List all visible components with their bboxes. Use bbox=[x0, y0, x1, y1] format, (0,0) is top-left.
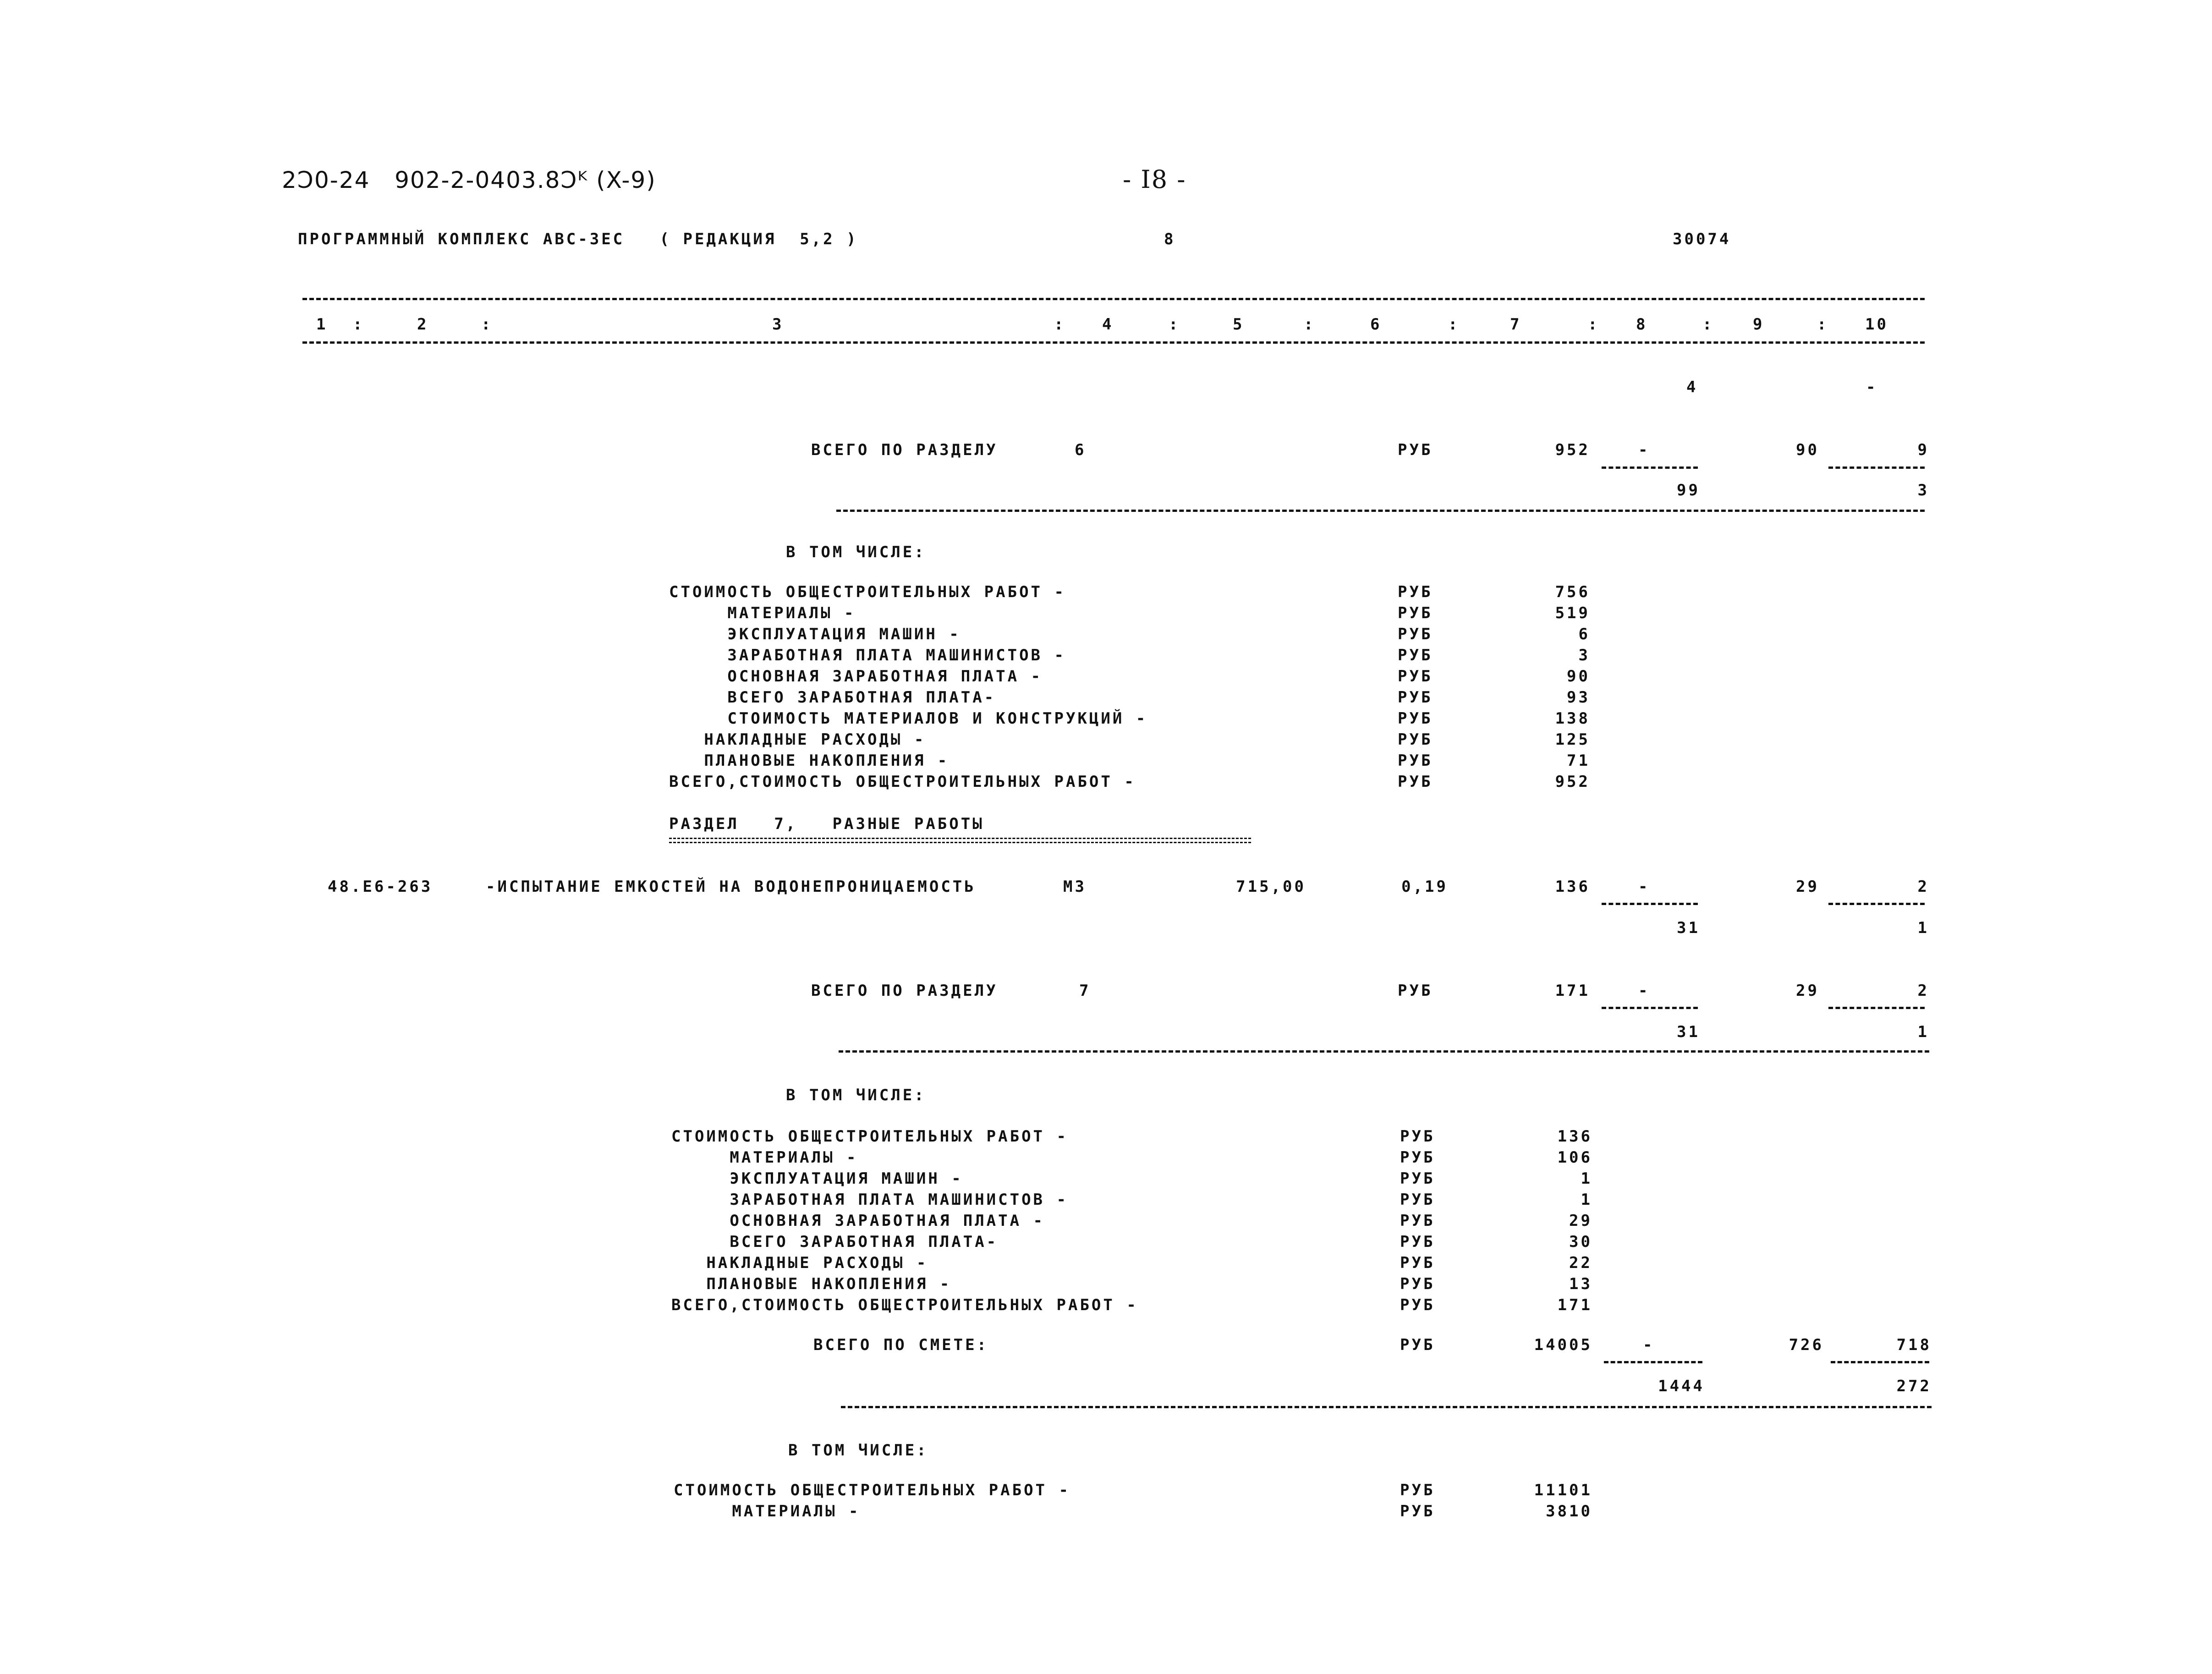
breakdown-value: 11101 bbox=[1534, 1481, 1592, 1499]
col10-sub-value: 1 bbox=[1917, 1023, 1929, 1041]
column-separator: : bbox=[481, 315, 493, 334]
breakdown-label: СТОИМОСТЬ МАТЕРИАЛОВ И КОНСТРУКЦИЙ - bbox=[669, 709, 1148, 728]
col8-value: - bbox=[1638, 878, 1650, 896]
breakdown-unit: РУБ bbox=[1398, 709, 1433, 728]
breakdown-label: ЭКСПЛУАТАЦИЯ МАШИН - bbox=[669, 625, 961, 643]
breakdown-unit: РУБ bbox=[1400, 1212, 1435, 1230]
subtotal-rule bbox=[1831, 1361, 1929, 1363]
column-separator: : bbox=[1702, 315, 1714, 334]
breakdown-value: 952 bbox=[1555, 773, 1590, 791]
breakdown-unit: РУБ bbox=[1400, 1127, 1435, 1146]
column-header-4: 4 bbox=[1102, 315, 1114, 334]
col9-value: 90 bbox=[1796, 441, 1819, 459]
continuation-col8: 4 bbox=[1686, 378, 1698, 396]
column-separator: : bbox=[1169, 315, 1180, 334]
col8-value: - bbox=[1638, 441, 1650, 459]
continuation-col10: - bbox=[1866, 378, 1878, 396]
breakdown-value: 138 bbox=[1555, 709, 1590, 728]
item-name: -ИСПЫТАНИЕ ЕМКОСТЕЙ НА ВОДОНЕПРОНИЦАЕМОСТЬ bbox=[486, 878, 976, 896]
unit: РУБ bbox=[1398, 441, 1433, 459]
subtotal-rule bbox=[1602, 903, 1698, 905]
subtotal-rule bbox=[1604, 1361, 1702, 1363]
breakdown-unit: РУБ bbox=[1400, 1481, 1435, 1499]
table-top-rule bbox=[302, 298, 1925, 300]
section-title: РАЗДЕЛ 7, РАЗНЫЕ РАБОТЫ bbox=[669, 815, 984, 833]
breakdown-unit: РУБ bbox=[1400, 1254, 1435, 1272]
col9-value: 726 bbox=[1789, 1336, 1824, 1354]
subtotal-rule bbox=[1828, 1007, 1925, 1009]
section-rule bbox=[836, 510, 1925, 512]
breakdown-unit: РУБ bbox=[1398, 625, 1433, 643]
cost-total: 136 bbox=[1555, 878, 1590, 896]
table-header-rule bbox=[302, 341, 1925, 344]
col9-value: 29 bbox=[1796, 982, 1819, 1000]
breakdown-unit: РУБ bbox=[1400, 1233, 1435, 1251]
col8-sub-value: 99 bbox=[1677, 481, 1700, 499]
col8-sub-value: 31 bbox=[1677, 919, 1700, 937]
cost-total: 14005 bbox=[1534, 1336, 1592, 1354]
breakdown-value: 93 bbox=[1567, 688, 1590, 707]
section-title-underline bbox=[669, 838, 1251, 843]
column-separator: : bbox=[353, 315, 365, 334]
breakdown-unit: РУБ bbox=[1398, 667, 1433, 686]
breakdown-value: 22 bbox=[1569, 1254, 1592, 1272]
document-code: 2Ͻ0-24 902-2-0403.8Ͻᴷ (X-9) bbox=[282, 167, 656, 193]
column-header-10: 10 bbox=[1865, 315, 1888, 334]
breakdown-value: 106 bbox=[1557, 1148, 1592, 1167]
breakdown-label: НАКЛАДНЫЕ РАСХОДЫ - bbox=[671, 1254, 928, 1272]
breakdown-label: СТОИМОСТЬ ОБЩЕСТРОИТЕЛЬНЫХ РАБОТ - bbox=[674, 1481, 1070, 1499]
program-title: ПРОГРАММНЫЙ КОМПЛЕКС АВС-ЗЕС ( РЕДАКЦИЯ 5,2 ) bbox=[298, 230, 858, 248]
breakdown-label: НАКЛАДНЫЕ РАСХОДЫ - bbox=[669, 730, 926, 749]
breakdown-label: ОСНОВНАЯ ЗАРАБОТНАЯ ПЛАТА - bbox=[669, 667, 1043, 686]
section-total-label: ВСЕГО ПО РАЗДЕЛУ bbox=[811, 441, 998, 459]
page-number: - I8 - bbox=[1123, 165, 1186, 194]
breakdown-label: МАТЕРИАЛЫ - bbox=[669, 604, 856, 622]
breakdown-value: 171 bbox=[1557, 1296, 1592, 1314]
col10-value: 9 bbox=[1917, 441, 1929, 459]
breakdown-label: ВСЕГО,СТОИМОСТЬ ОБЩЕСТРОИТЕЛЬНЫХ РАБОТ - bbox=[669, 773, 1136, 791]
col10-sub-value: 3 bbox=[1917, 481, 1929, 499]
subtotal-rule bbox=[1602, 467, 1698, 469]
breakdown-value: 3 bbox=[1578, 646, 1590, 664]
estimate-total-label: ВСЕГО ПО СМЕТЕ: bbox=[813, 1336, 989, 1354]
breakdown-value: 1 bbox=[1581, 1169, 1592, 1188]
subtotal-rule bbox=[1602, 1007, 1698, 1009]
column-separator: : bbox=[1054, 315, 1066, 334]
cost-total: 171 bbox=[1555, 982, 1590, 1000]
breakdown-label: ПЛАНОВЫЕ НАКОПЛЕНИЯ - bbox=[671, 1275, 952, 1293]
breakdown-label: ВСЕГО ЗАРАБОТНАЯ ПЛАТА- bbox=[669, 688, 996, 707]
breakdown-unit: РУБ bbox=[1400, 1169, 1435, 1188]
column-separator: : bbox=[1588, 315, 1600, 334]
section-total-number: 6 bbox=[1075, 441, 1087, 459]
breakdown-value: 519 bbox=[1555, 604, 1590, 622]
column-header-8: 8 bbox=[1636, 315, 1648, 334]
col10-value: 2 bbox=[1917, 878, 1929, 896]
breakdown-unit: РУБ bbox=[1398, 688, 1433, 707]
breakdown-value: 29 bbox=[1569, 1212, 1592, 1230]
section-rule bbox=[841, 1406, 1932, 1408]
column-header-1: 1 bbox=[316, 315, 328, 334]
item-price: 0,19 bbox=[1401, 878, 1448, 896]
breakdown-unit: РУБ bbox=[1398, 730, 1433, 749]
column-header-9: 9 bbox=[1753, 315, 1765, 334]
item-code: 48.Е6-263 bbox=[328, 878, 433, 896]
breakdown-label: ОСНОВНАЯ ЗАРАБОТНАЯ ПЛАТА - bbox=[671, 1212, 1045, 1230]
cost-total: 952 bbox=[1555, 441, 1590, 459]
breakdown-label: ЗАРАБОТНАЯ ПЛАТА МАШИНИСТОВ - bbox=[669, 646, 1066, 664]
breakdown-label: ПЛАНОВЫЕ НАКОПЛЕНИЯ - bbox=[669, 752, 950, 770]
breakdown-unit: РУБ bbox=[1398, 773, 1433, 791]
breakdown-unit: РУБ bbox=[1398, 646, 1433, 664]
breakdown-unit: РУБ bbox=[1398, 752, 1433, 770]
col8-value: - bbox=[1638, 982, 1650, 1000]
subtotal-rule bbox=[1828, 903, 1925, 905]
column-header-7: 7 bbox=[1510, 315, 1522, 334]
column-separator: : bbox=[1304, 315, 1316, 334]
breakdown-unit: РУБ bbox=[1398, 604, 1433, 622]
breakdown-heading: В ТОМ ЧИСЛЕ: bbox=[786, 1086, 926, 1104]
col8-sub-value: 31 bbox=[1677, 1023, 1700, 1041]
breakdown-unit: РУБ bbox=[1398, 583, 1433, 601]
breakdown-value: 6 bbox=[1578, 625, 1590, 643]
col8-sub-value: 1444 bbox=[1658, 1377, 1705, 1395]
col10-value: 718 bbox=[1896, 1336, 1932, 1354]
section-total-number: 7 bbox=[1079, 982, 1091, 1000]
col10-value: 2 bbox=[1917, 982, 1929, 1000]
column-separator: : bbox=[1448, 315, 1460, 334]
column-separator: : bbox=[1817, 315, 1829, 334]
breakdown-value: 756 bbox=[1555, 583, 1590, 601]
section-rule bbox=[839, 1050, 1929, 1053]
breakdown-heading: В ТОМ ЧИСЛЕ: bbox=[788, 1441, 928, 1460]
job-number: 30074 bbox=[1673, 230, 1731, 248]
col10-sub-value: 272 bbox=[1896, 1377, 1932, 1395]
breakdown-label: СТОИМОСТЬ ОБЩЕСТРОИТЕЛЬНЫХ РАБОТ - bbox=[669, 583, 1066, 601]
column-header-3: 3 bbox=[772, 315, 784, 334]
breakdown-heading: В ТОМ ЧИСЛЕ: bbox=[786, 543, 926, 561]
breakdown-label: СТОИМОСТЬ ОБЩЕСТРОИТЕЛЬНЫХ РАБОТ - bbox=[671, 1127, 1068, 1146]
section-total-label: ВСЕГО ПО РАЗДЕЛУ bbox=[811, 982, 998, 1000]
breakdown-unit: РУБ bbox=[1400, 1502, 1435, 1520]
breakdown-label: МАТЕРИАЛЫ - bbox=[671, 1148, 858, 1167]
unit: РУБ bbox=[1400, 1336, 1435, 1354]
breakdown-unit: РУБ bbox=[1400, 1148, 1435, 1167]
breakdown-label: ЭКСПЛУАТАЦИЯ МАШИН - bbox=[671, 1169, 963, 1188]
breakdown-label: ВСЕГО,СТОИМОСТЬ ОБЩЕСТРОИТЕЛЬНЫХ РАБОТ - bbox=[671, 1296, 1138, 1314]
breakdown-value: 71 bbox=[1567, 752, 1590, 770]
breakdown-unit: РУБ bbox=[1400, 1296, 1435, 1314]
sheet-number: 8 bbox=[1164, 230, 1176, 248]
item-quantity: 715,00 bbox=[1236, 878, 1306, 896]
breakdown-value: 125 bbox=[1555, 730, 1590, 749]
column-header-2: 2 bbox=[417, 315, 429, 334]
breakdown-label: ВСЕГО ЗАРАБОТНАЯ ПЛАТА- bbox=[671, 1233, 999, 1251]
breakdown-value: 30 bbox=[1569, 1233, 1592, 1251]
breakdown-label: МАТЕРИАЛЫ - bbox=[674, 1502, 861, 1520]
col10-sub-value: 1 bbox=[1917, 919, 1929, 937]
breakdown-value: 3810 bbox=[1546, 1502, 1592, 1520]
breakdown-value: 136 bbox=[1557, 1127, 1592, 1146]
breakdown-unit: РУБ bbox=[1400, 1275, 1435, 1293]
column-header-6: 6 bbox=[1370, 315, 1382, 334]
breakdown-label: ЗАРАБОТНАЯ ПЛАТА МАШИНИСТОВ - bbox=[671, 1191, 1068, 1209]
subtotal-rule bbox=[1828, 467, 1925, 469]
breakdown-unit: РУБ bbox=[1400, 1191, 1435, 1209]
unit: РУБ bbox=[1398, 982, 1433, 1000]
item-unit: М3 bbox=[1063, 878, 1087, 896]
col9-value: 29 bbox=[1796, 878, 1819, 896]
column-header-5: 5 bbox=[1233, 315, 1245, 334]
col8-value: - bbox=[1643, 1336, 1655, 1354]
breakdown-value: 13 bbox=[1569, 1275, 1592, 1293]
breakdown-value: 90 bbox=[1567, 667, 1590, 686]
breakdown-value: 1 bbox=[1581, 1191, 1592, 1209]
